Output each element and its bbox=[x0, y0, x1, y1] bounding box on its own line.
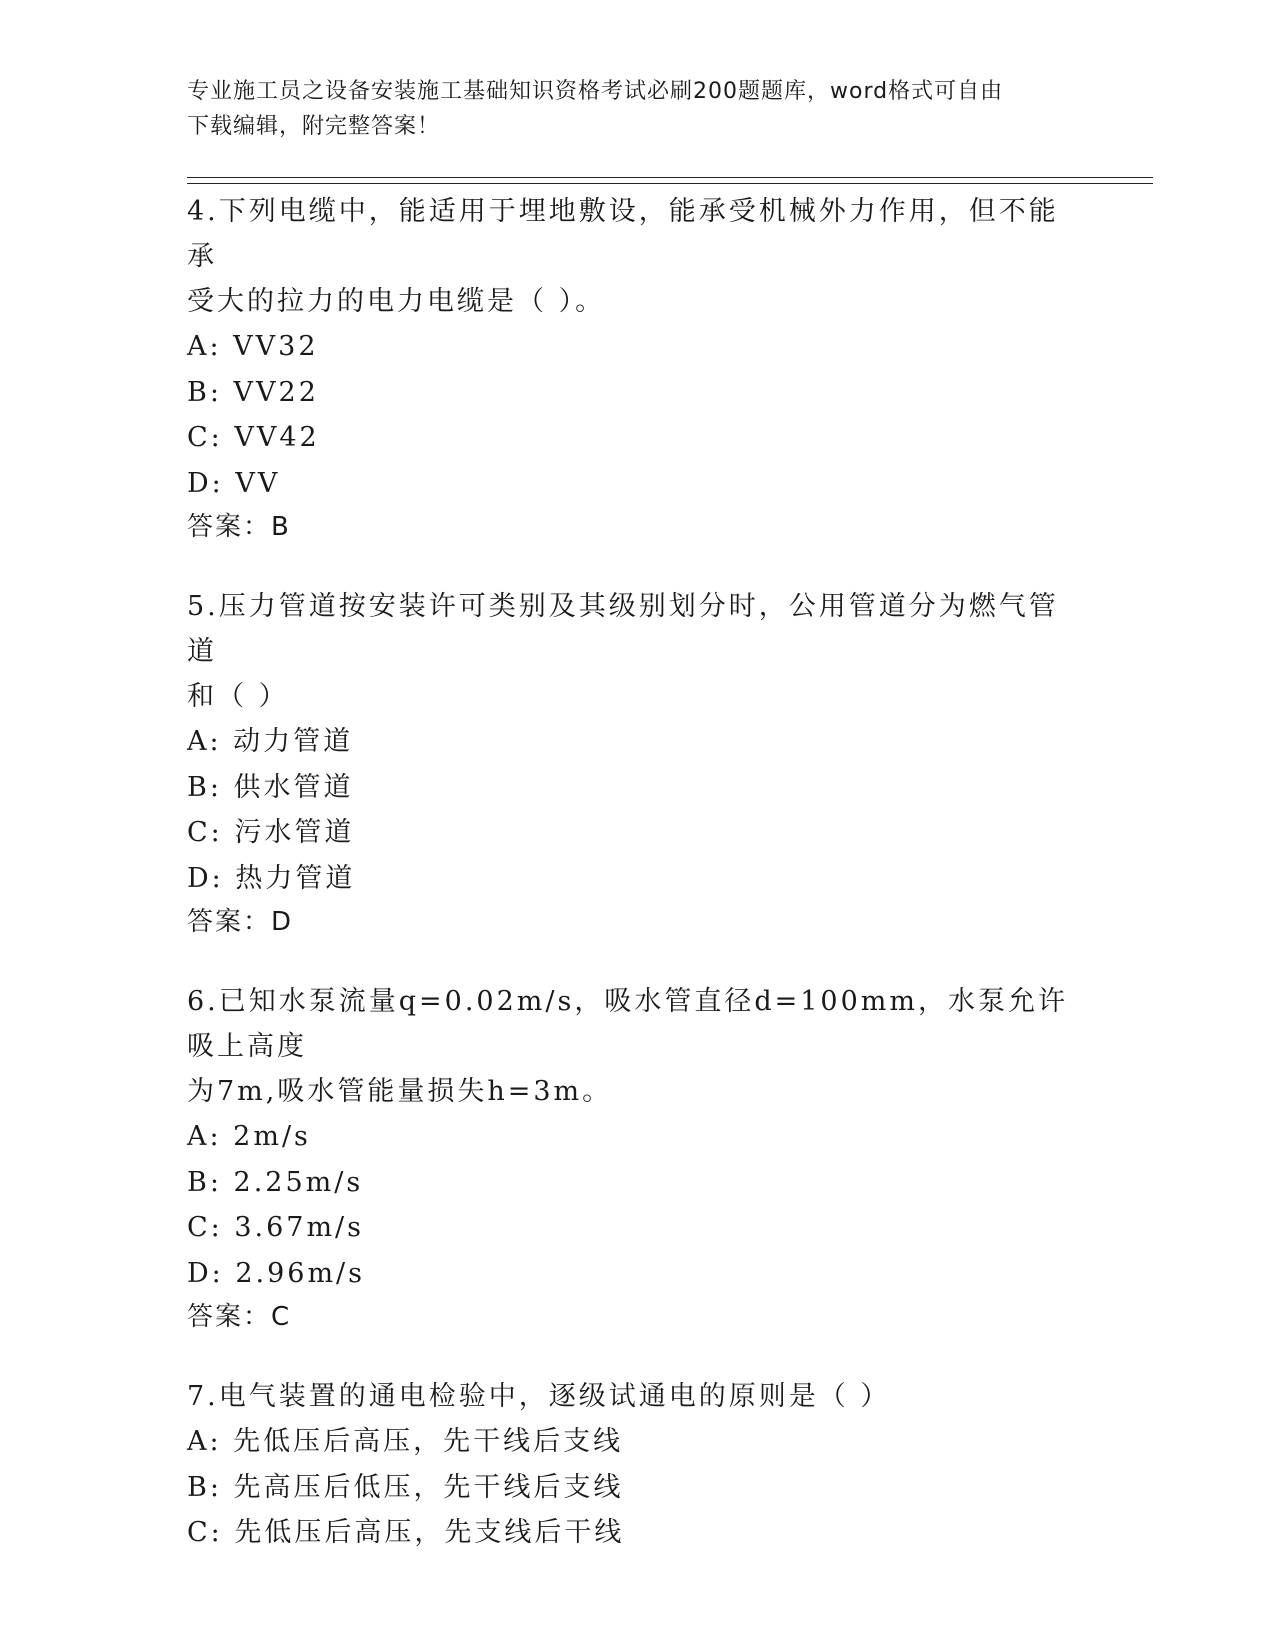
document-header bbox=[187, 74, 1067, 144]
header-title-line-2: 下载编辑，附完整答案！ bbox=[187, 114, 441, 139]
question-stem-line: 6.已知水泵流量q=0.02m/s，吸水管直径d=100mm，水泵允许吸上高度 bbox=[187, 986, 1068, 1062]
header-title-line-1: 专业施工员之设备安装施工基础知识资格考试必刷200题题库，word格式可自由 bbox=[187, 79, 1004, 104]
question-stem bbox=[187, 1374, 1087, 1419]
question-stem-line: 受大的拉力的电力电缆是（ ）。 bbox=[187, 286, 606, 317]
option-c: C: 污水管道 bbox=[187, 817, 355, 848]
option-a: A: 2m/s bbox=[187, 1121, 311, 1152]
option-d: D: 热力管道 bbox=[187, 862, 356, 894]
option-c: C: 3.67m/s bbox=[187, 1212, 365, 1243]
question-4 bbox=[187, 189, 1087, 550]
question-stem-line: 5.压力管道按安装许可类别及其级别划分时，公用管道分为燃气管道 bbox=[187, 591, 1059, 667]
question-stem bbox=[187, 189, 1087, 324]
option-d: D: VV bbox=[187, 467, 281, 499]
header-divider-bottom bbox=[187, 183, 1153, 184]
option-a: A: 动力管道 bbox=[187, 726, 354, 757]
question-stem-line: 和（ ） bbox=[187, 681, 289, 712]
answer: 答案：C bbox=[187, 1302, 292, 1332]
option-c: C: VV42 bbox=[187, 422, 320, 453]
header-divider-top bbox=[187, 177, 1153, 178]
option-b: B: 2.25m/s bbox=[187, 1166, 364, 1198]
question-7 bbox=[187, 1374, 1087, 1556]
option-d: D: 2.96m/s bbox=[187, 1257, 365, 1289]
question-stem bbox=[187, 979, 1087, 1114]
question-stem bbox=[187, 584, 1087, 719]
answer: 答案：B bbox=[187, 512, 291, 542]
option-b: B: 先高压后低压，先干线后支线 bbox=[187, 1471, 624, 1503]
option-c: C: 先低压后高压，先支线后干线 bbox=[187, 1517, 625, 1548]
question-6 bbox=[187, 979, 1087, 1340]
answer: 答案：D bbox=[187, 907, 294, 937]
question-list bbox=[187, 189, 1087, 1590]
question-stem-line: 4.下列电缆中，能适用于埋地敷设，能承受机械外力作用，但不能承 bbox=[187, 196, 1059, 272]
option-b: B: 供水管道 bbox=[187, 771, 354, 803]
question-stem-line: 7.电气装置的通电检验中，逐级试通电的原则是（ ） bbox=[187, 1381, 891, 1412]
option-a: A: 先低压后高压，先干线后支线 bbox=[187, 1426, 624, 1457]
option-b: B: VV22 bbox=[187, 376, 319, 408]
question-5 bbox=[187, 584, 1087, 945]
option-a: A: VV32 bbox=[187, 331, 319, 362]
question-stem-line: 为7m,吸水管能量损失h=3m。 bbox=[187, 1076, 613, 1107]
